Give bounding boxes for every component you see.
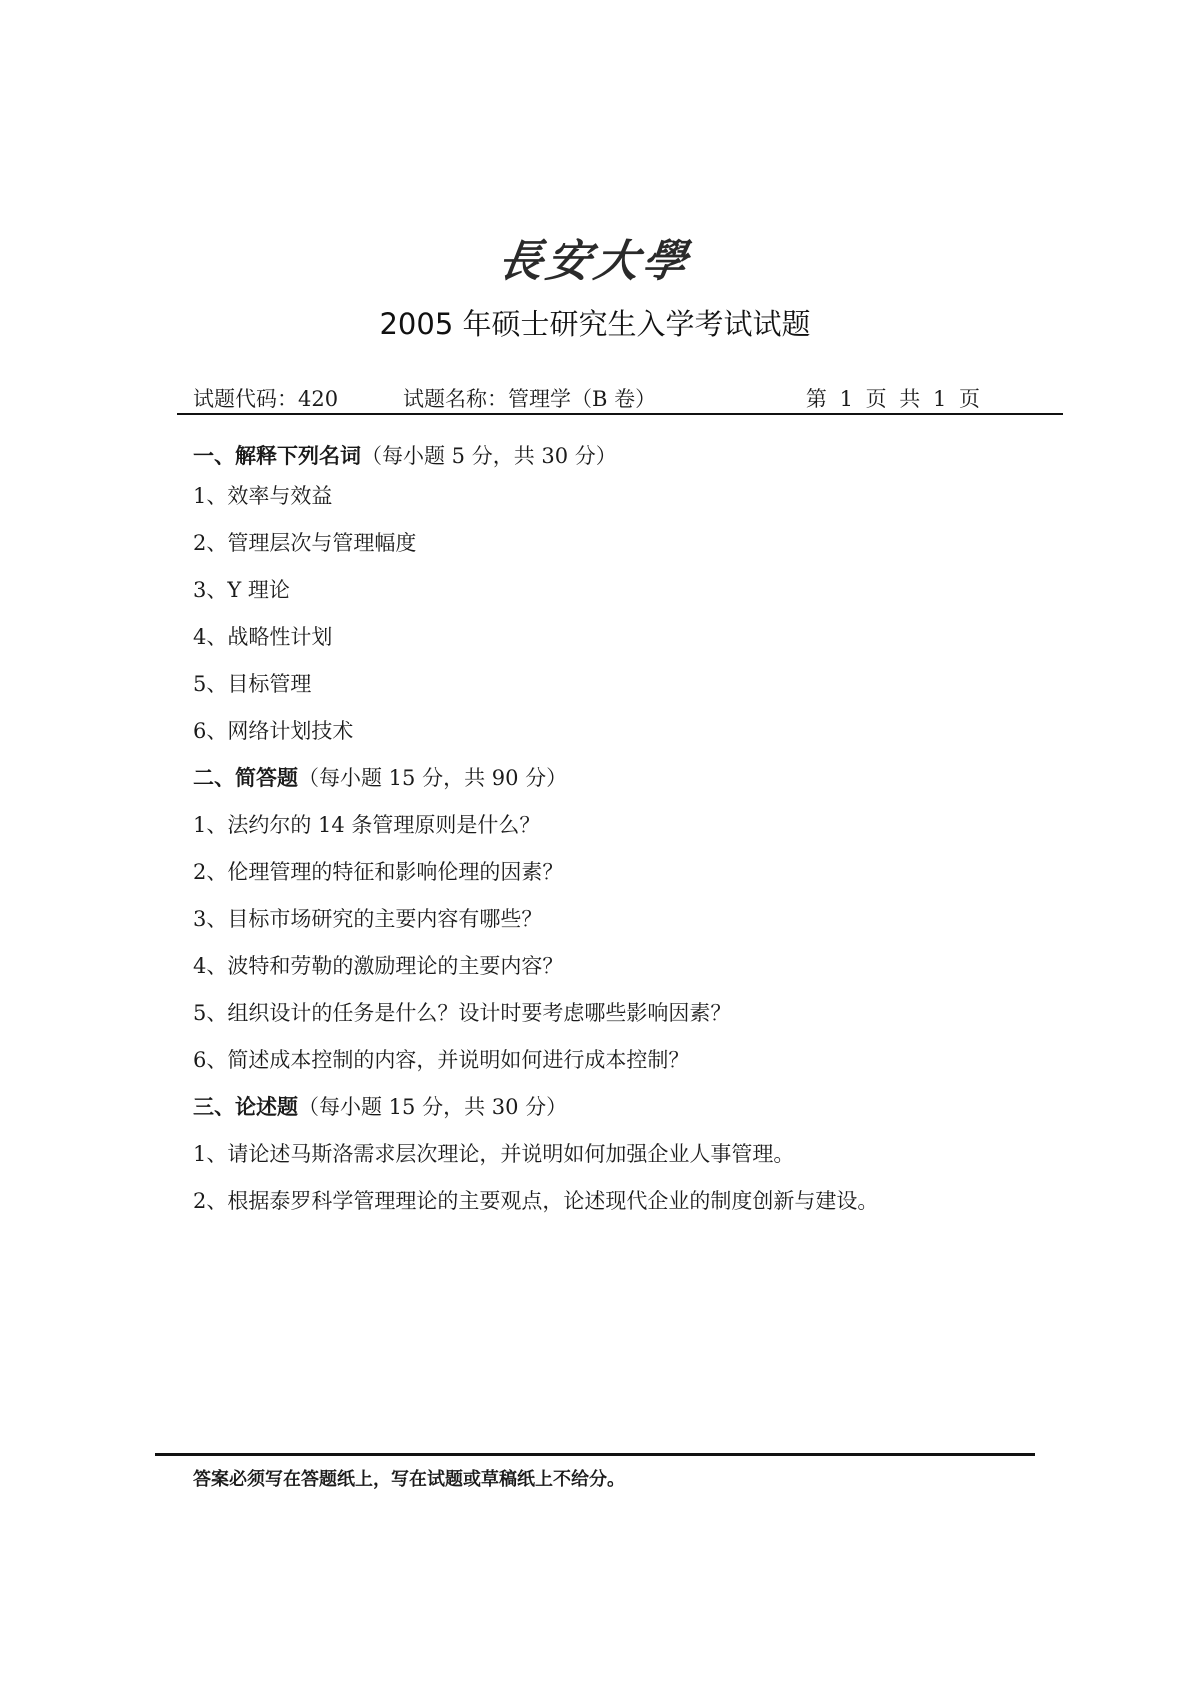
section-title: 三、论述题 — [193, 1095, 298, 1119]
header-divider — [177, 413, 1063, 415]
section-heading — [193, 440, 617, 470]
footer-divider — [155, 1453, 1035, 1456]
question-item: 6、网络计划技术 — [193, 719, 354, 743]
university-logo: 長安大學 — [494, 236, 694, 287]
question-item: 5、组织设计的任务是什么？设计时要考虑哪些影响因素？ — [193, 1001, 732, 1025]
answer-instruction: 答案必须写在答题纸上，写在试题或草稿纸上不给分。 — [193, 1469, 625, 1490]
question-item: 4、战略性计划 — [193, 625, 333, 649]
exam-info-bar — [193, 383, 1023, 417]
section-heading — [193, 1091, 567, 1121]
question-item: 1、法约尔的 14 条管理原则是什么？ — [193, 813, 541, 837]
section-heading — [193, 762, 567, 792]
section-score-note: （每小题 15 分，共 30 分） — [298, 1095, 568, 1119]
question-item: 1、请论述马斯洛需求层次理论，并说明如何加强企业人事管理。 — [193, 1142, 795, 1166]
question-item: 2、管理层次与管理幅度 — [193, 531, 417, 555]
question-item: 3、Y 理论 — [193, 578, 290, 602]
question-item: 6、简述成本控制的内容，并说明如何进行成本控制？ — [193, 1048, 690, 1072]
question-item: 3、目标市场研究的主要内容有哪些？ — [193, 907, 543, 931]
exam-title: 2005 年硕士研究生入学考试试题 — [379, 307, 811, 341]
section-score-note: （每小题 15 分，共 90 分） — [298, 766, 568, 790]
question-item: 2、伦理管理的特征和影响伦理的因素？ — [193, 860, 564, 884]
page-count: 第 1 页 共 1 页 — [805, 387, 983, 411]
question-item: 2、根据泰罗科学管理理论的主要观点，论述现代企业的制度创新与建设。 — [193, 1189, 879, 1213]
question-item: 5、目标管理 — [193, 672, 312, 696]
section-score-note: （每小题 5 分，共 30 分） — [361, 444, 617, 468]
question-item: 1、效率与效益 — [193, 484, 333, 508]
section-title: 二、简答题 — [193, 766, 298, 790]
exam-code: 试题代码：420 — [193, 387, 339, 411]
question-item: 4、波特和劳勒的激励理论的主要内容？ — [193, 954, 564, 978]
section-title: 一、解释下列名词 — [193, 444, 361, 468]
exam-subject-name: 试题名称：管理学（B 卷） — [403, 387, 657, 411]
